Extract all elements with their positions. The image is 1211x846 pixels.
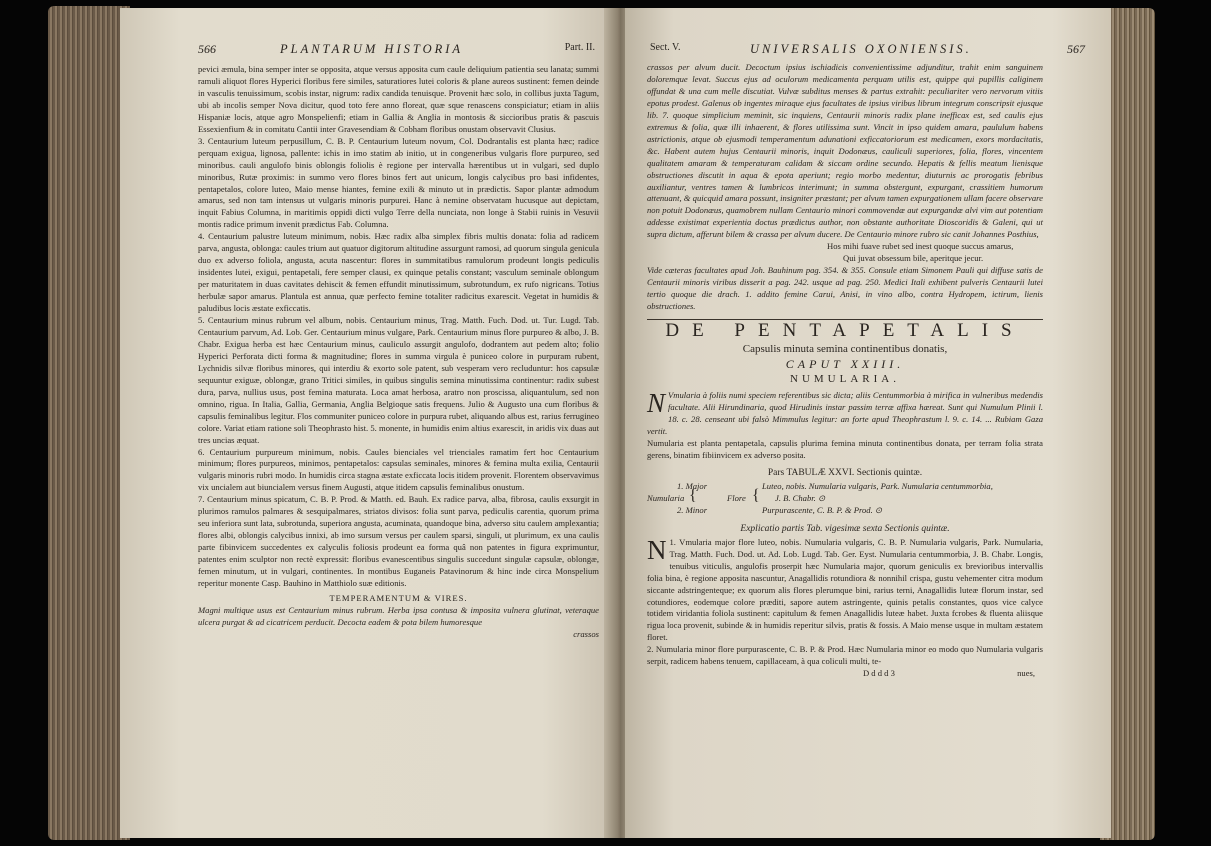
plant-name: NUMULARIA. <box>790 373 900 386</box>
left-catchword: crassos <box>573 628 599 639</box>
table-minor: 2. Minor <box>677 504 708 515</box>
verse-line-1: Hos mihi fuave rubet sed inest quoque succus amarus, <box>827 241 1014 252</box>
left-running-title: PLANTARUM HISTORIA <box>280 42 464 56</box>
right-running-head <box>625 42 1111 60</box>
vide-paragraph: Vide cæteras facultates apud Joh. Bauhinum pag. 354. & 355. Consule etiam Simonem Pauli qui diffuse satis de Centaurii minoris viribus disserit a pag. 242. usque ad pag. 250. Medici Itali exhibent pulveris Centaurii lutei tertio quoque die drach. 1. addito femine Carui, Anisi, in vino albo, contra Hydropem, ictirum, lienis obstructiones. <box>647 265 1043 312</box>
right-page-number: 567 <box>1067 42 1085 56</box>
right-text-column <box>647 62 1043 680</box>
right-running-title: UNIVERSALIS OXONIENSIS. <box>750 42 972 56</box>
explicatio-heading: Explicatio partis Tab. vigesimæ sexta Sectionis quintæ. <box>740 523 950 534</box>
chapter-subtitle: Capsulis minuta semina continentibus donatis, <box>742 343 948 356</box>
intro-dropcap: N <box>647 388 666 419</box>
left-running-head <box>120 42 617 60</box>
intro-text: Vmularia à foliis numi speciem referentibus sic dicta; aliis Centummorbia à mirifica in vulneribus medendis facultate. Alii Hirundinaria, quod Hirudinis instar passim terræ affixa hæreat. Sunt qui Numulum Plinii l. 18. c. 28. censeant ubi falsò Mimmulus legitur: an forte apud Theophrastum l. 9. c. 14. ... Rubiam Gaza vertit. <box>647 390 1043 436</box>
description-text: Numularia est planta pentapetala, capsulis plurima femina minuta continentibus donata, per terram folia strata gerens, binatim fibiinvicem ex adverso posita. <box>647 437 1043 460</box>
right-top-text: crassos per alvum ducit. Decoctum ipsius ischiadicis convenientissime adjunditur, trahit enim sanguinem doloremque levat. Succus ejus ad oculorum medicamenta perquam utilis est, quippe qui pupillis caliginem offundat & una cum melle discutiat. Vulvæ subditus menses & partus extrahit: peculiariter vero nervorum vitiis epotus prodest. Galenus ob ingentes miraque ejus facultates de ipsius viribus librum integrum conscripsit ejusque lib. 7. quoque simplicium meminit, sic inquiens, Centaurii minoris radix plane inefficax est, sed caulis ejus extremus & folia, quæ illi inhaerent, & flores utilissima sunt. Vincit in ipso quidem amara, paululum habens astrictionis, atque ob ejusmodi temperamentum adunationi exficcatoriorum est medicamen, exors mordacitatis, &c. Habent autem hujus Centaurii minoris, inquit Dodonæus, cauliculi superiores, folia, flores, vincentem qualitatem amaram & temperaturam calidam & siccam ordine secundo. Hepatis & fellis meatum lienisque obstructiones discutit in aqua & epota aperiunt; regio morbo medentur, diuturnis ac prorogatis febribus auxiliantur, ventres tamen & lumbricos interimunt; in summa obstergunt, expurgant, crassitiem humorum attenuant, & quicquid amara possunt, insigniter præstant; per alvum tamen expurgationem ullam facere observare non potuit Dodonæus, quamobrem nullam Centaurio minori commovendæ aut expurgandæ alvi vim aut potentiam addesse existimat experientia doctus prædictus author, non obstante authoritate Dioscoridis & Galeni, qui ut supra dictum, afferunt bilem & crassa per alvum ducere. De Centaurio minore rubro sic canit Johannes Posthius, <box>647 62 1043 240</box>
left-page-number: 566 <box>198 42 216 56</box>
left-page <box>120 8 617 838</box>
left-part-label: Part. II. <box>564 42 595 53</box>
left-paragraph-2: 3. Centaurium luteum perpusillum, C. B. P. Centaurium luteum novum, Col. Dodrantalis est planta hæc; radice perquam exigua, lignosa, pallente: ichis in imo statim ab initio, ut in congeneribus vulgaris flore purpureo, sed minoribus. cauli angulofo binis oblongis foliolis è regione per intervalla hærentibus ut in vulgari, sed duplo minoribus, Rutæ proximis: in summo vero flores binos fert aut unicum, longis calycibus pro basi infidentes, pentapetalos, colore luteo, Maio mense hiantes, femine exili & minuto ut in prædictis. Sapor plantæ admodum amarus, sed non tam intensus ut vulgaris minoris purpurei. Hanc à nemine observatam hucusque aut depictam, inquit Fabius Columna, in maritimis oppidi dicti vulgo Terre della nunciata, non longe à Stabii ruinis in Vesuvii montis radice primum invenit prædictus Fab. Columna. <box>198 135 599 230</box>
item1-dropcap: N <box>647 534 667 565</box>
table-flore-label: Flore <box>727 492 746 503</box>
right-page <box>625 8 1111 838</box>
left-paragraph-3: 4. Centaurium palustre luteum minimum, nobis. Hæc radix alba simplex fibris multis donata: folia ad radicem parva, angusta, oblonga: caules trium aut quatuor digitorum altitudine assurgunt ramosi, ad quorum singula genicula duo ex adverso foliola, angusta, acuta nascentur: flores in summitatibus ramulorum prodeunt longis pediculis insidentes lutei, exigui, pentapetali, fere semper clausi, ex quinque petalis constant; vasculum seminale oblongum per maturitatem in duas cavitates dehiscit & femen effundit minutissimum, subrotundum, ex rufo nigricans. Totius herbulæ sapor amarus. Plantula est annua, quæ perfecto femine totaliter radicitus exarescit. Vegetat in humidis & paludibus locis æstate exficcatis. <box>198 231 599 314</box>
left-text-column <box>198 64 599 641</box>
item1-text: 1. Vmularia major flore luteo, nobis. Numularia vulgaris, C. B. P. Numularia vulgaris, Park. Numularia, Trag. Matth. Fuch. Dod. ut. Ad. Lob. Lugd. Tab. Ger. Eyst. Numularia centummorbia, J. B. Chabr. Longis, tenuibus viticulis, angulofis proserpit hæc Numularia major, quorum geniculis ex brevioribus intervallis folia bina, è regione apposita nascuntur, Anagallidis rotundiora & nonnihil crispa, gustu vehementer citra modum siccante adstringenteque; ex quorum alis flores plerumque bini, rarius terni, Anagallidis luteæ florum instar, sed cotundiores, eodemque colore præditi, sapore autem astringente, quinis petalis constantes, quos vice calyce totidem viridantia foliola sustinent: capitulum & femen Anagallidis luteæ habet. Juxta fcrobes & fluenta aliisque rigua loca provenit, subinde & in humidis reperitur silvis, pratis & fossis. A Maio mense usque in multam æstatem floret. <box>647 536 1043 643</box>
caput-label: CAPUT XXIII. <box>785 357 905 372</box>
verse-line-2: Qui juvat obsessum bile, aperitque jecur. <box>843 253 984 264</box>
left-paragraph-1: pevici æmula, bina semper inter se opposita, atque versus apposita cum caule deliquium patientia seu lanata; summi ramuli aliquot flores Hyperici floribus fere similes, saturatiores lutei coloris & plane aureos sustinent: femen deinde in vasculis tenuissimum, scobis instar, nigrum: radix candida tenuisque. Provenit hæc solo, in collibus juxta Tagum, ubi ab incolis semper Nova dicitur, quod toto fere anno floreat, quæ sque renascens conspiciatur; etiam in aliis Hispaniæ locis, atque agro Monspelienfi; etiam in Gallia & Anglia in montosis & siccioribus pratis & pascuis Essexienfium & in comitatu Cantii inter Gravesendiam & Cobham floribus onustam observavit Clusius. <box>198 64 599 134</box>
left-section-title: TEMPERAMENTUM & VIRES. <box>329 592 468 603</box>
signature-mark: D d d d 3 <box>862 668 895 679</box>
left-section-text: Magni multique usus est Centaurium minus rubrum. Herba ipsa contusa & imposita vulnera glutinat, veteraque ulcera purgat & ad cicatricem perducit. Decocta eadem & pota bilem humoresque <box>198 604 599 627</box>
table-major-desc: Luteo, nobis. Numularia vulgaris, Park. Numularia centummorbia, <box>762 480 993 491</box>
left-paragraph-4: 5. Centaurium minus rubrum vel album, nobis. Centaurium minus, Trag. Matth. Fuch. Dod. ut. Tur. Lugd. Tab. Centaurium parvum, Ad. Lob. Ger. Centaurium minus vulgare, Park. Centaurium minus flore purpureo & albo, J. B. Chabr. Exigua herba est hæc Centaurium minus, cauliculo assurgit angulofo, dodrantem aut pedem alto; folio Hyperici Perforata dicti forma & magnitudine; flores in summa virgula è puniceo colore in purpuram rubent, Lychnidis silvæ floribus minores, qui interdiu & exorto sole patent, sub vesperam vero recluduntur: hos capsulæ sequuntur exiguæ, oblongæ, grano Tritici similes, in quibus singulis semina minutissima continentur: radix subest dura, parva, nullius usus, post femina maturata. Loca amat herbosa, aratro non proscissa, aliquantulum, sed non omnino, rigua. In Italia, Gallia, Germania, Anglia Belgioque satis frequens. Julio & Augusto una cum floribus & capsulis feminalibus legitur. Flos communiter puniceo colore in purpura rubet, aliquando albus est, rarius ferrugineo colore. Variat etiam ratione soli Theophrasto hist. 5. monente, in humidis enim altius exarescit, in aridis vix duas aut tres uncias æquat. <box>198 315 599 445</box>
left-page-edges <box>48 6 130 840</box>
table-chabr: J. B. Chabr. ⊙ <box>775 492 826 503</box>
classification-table <box>647 481 1043 519</box>
left-paragraph-6: 7. Centaurium minus spicatum, C. B. P. Prod. & Matth. ed. Bauh. Ex radice parva, alba, fibrosa, caulis exsurgit in plurimos ramulos palmares & sesquipalmares, striatos divisos: folia sunt parva, pediculis carentia, quorum prima seu inferiora sunt lata, subrotunda, superiora angusta, acuminata, quandoque bina, adverso situ caulem amplexantia; flores albi, oblongis calycibus innixi, ab imo sursum versus per caulem sparsi, singuli, ut plurimum, ex una caulis parte fibinvicem succedentes ex calyculis foliosis prodeunt ea forma quâ non patentes in figura exprimuntur, patentes enim sculptor non rectè expressit: floribus evanescentibus singulis succedunt singulæ capsulæ, oblongæ, femen minutum, ut in vulgari, continentes. In montibus Euganeis Patavinorum & hinc inde circa Monspelium reperitur monente Casp. Bauhino in Matthiolo suæ editionis. <box>198 494 599 588</box>
item2-text: 2. Numularia minor flore purpurascente, C. B. P. & Prod. Hæc Numularia minor eo modo quo Numularia vulgaris serpit, radicem habens tenuem, capillaceam, à qua coliculi multi, te- <box>647 644 1043 667</box>
chapter-main-title: DE PENTAPETALIS <box>665 320 1025 342</box>
table-heading: Pars TABULÆ XXVI. Sectionis quintæ. <box>767 467 923 478</box>
right-section-label: Sect. V. <box>650 42 681 53</box>
table-genus-label: Numularia <box>647 492 685 503</box>
table-minor-desc: Purpurascente, C. B. P. & Prod. ⊙ <box>762 504 883 515</box>
left-paragraph-5: 6. Centaurium purpureum minimum, nobis. Caules bienciales vel trienciales ramatim fert hoc Centaurium minimum; flores purpureos, minimos, pentapetalos: capsulas seminales, minores & femina multa exilia, Centaurii vulgaris minoris rubri modo. In humidis circa stagna æstate exficcata locis itidem provenit. Florentem observavimus vix uncialem aut biuncialem versus finem Augusti, atque itidem capsulis feminalibus onustum. <box>198 446 599 493</box>
right-catchword: nues, <box>1017 668 1035 679</box>
table-brace-right: { <box>752 486 760 504</box>
table-brace-left: { <box>689 486 697 504</box>
table-major: 1. Major <box>677 480 708 491</box>
